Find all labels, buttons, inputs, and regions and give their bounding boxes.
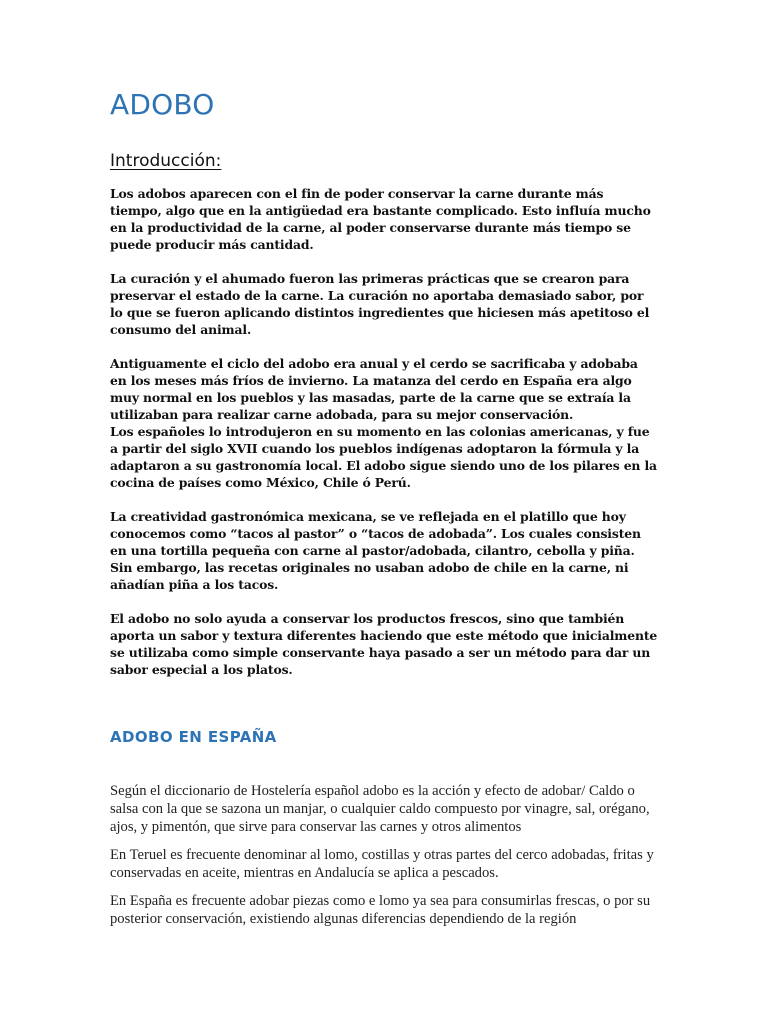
intro-paragraph: La curación y el ahumado fueron las primeras prácticas que se crearon para preservar el estado de la carne. La curación no aportaba demasiado sabor, por lo que se fueron aplicando distintos ingredientes que hiciesen más apetitoso el consumo del animal. xyxy=(110,271,650,337)
intro-paragraph: Antiguamente el ciclo del adobo era anual y el cerdo se sacrificaba y adobaba en los meses más fríos de invierno. La matanza del cerdo en España era algo muy normal en los pueblos y las masadas, parte de la carne que se extraía la utilizaban para realizar carne adobada, para su mejor conservación. xyxy=(110,356,638,422)
spain-section xyxy=(110,782,658,938)
intro-paragraph: El adobo no solo ayuda a conservar los productos frescos, sino que también aporta un sabor y textura diferentes haciendo que este método que inicialmente se utilizaba como simple conservante haya pasado a ser un método para dar un sabor especial a los platos. xyxy=(110,611,658,677)
document-title: ADOBO xyxy=(110,88,215,121)
spain-paragraph: En España es frecuente adobar piezas como e lomo ya sea para consumirlas frescas, o por su posterior conservación, existiendo algunas diferencias dependiendo de la región xyxy=(110,893,651,927)
spain-heading: ADOBO EN ESPAÑA xyxy=(110,728,277,746)
spain-paragraph: Según el diccionario de Hostelería español adobo es la acción y efecto de adobar/ Caldo o salsa con la que se sazona un manjar, o cualquier caldo compuesto por vinagre, sal, orégano, ajos, y pimentón, que sirve para conservar las carnes y otros alimentos xyxy=(110,783,650,835)
intro-paragraph: La creatividad gastronómica mexicana, se ve reflejada en el platillo que hoy conocemos como “tacos al pastor” o “tacos de adobada”. Los cuales consisten en una tortilla pequeña con carne al pastor/adobada, cilantro, cebolla y piña. Sin embargo, las recetas originales no usaban adobo de chile en la carne, ni añadían piña a los tacos. xyxy=(110,509,641,592)
spain-paragraph: En Teruel es frecuente denominar al lomo, costillas y otras partes del cerco adobadas, fritas y conservadas en aceite, mientras en Andalucía se aplica a pescados. xyxy=(110,847,654,881)
intro-paragraph: Los adobos aparecen con el fin de poder conservar la carne durante más tiempo, algo que en la antigüedad era bastante complicado. Esto influía mucho en la productividad de la carne, al poder conservarse durante más tiempo se puede producir más cantidad. xyxy=(110,186,651,252)
intro-section xyxy=(110,185,658,695)
intro-heading: Introducción: xyxy=(110,151,222,171)
intro-paragraph: Los españoles lo introdujeron en su momento en las colonias americanas, y fue a partir del siglo XVII cuando los pueblos indígenas adoptaron la fórmula y la adaptaron a su gastronomía local. El adobo sigue siendo uno de los pilares en la cocina de países como México, Chile ó Perú. xyxy=(110,424,657,490)
